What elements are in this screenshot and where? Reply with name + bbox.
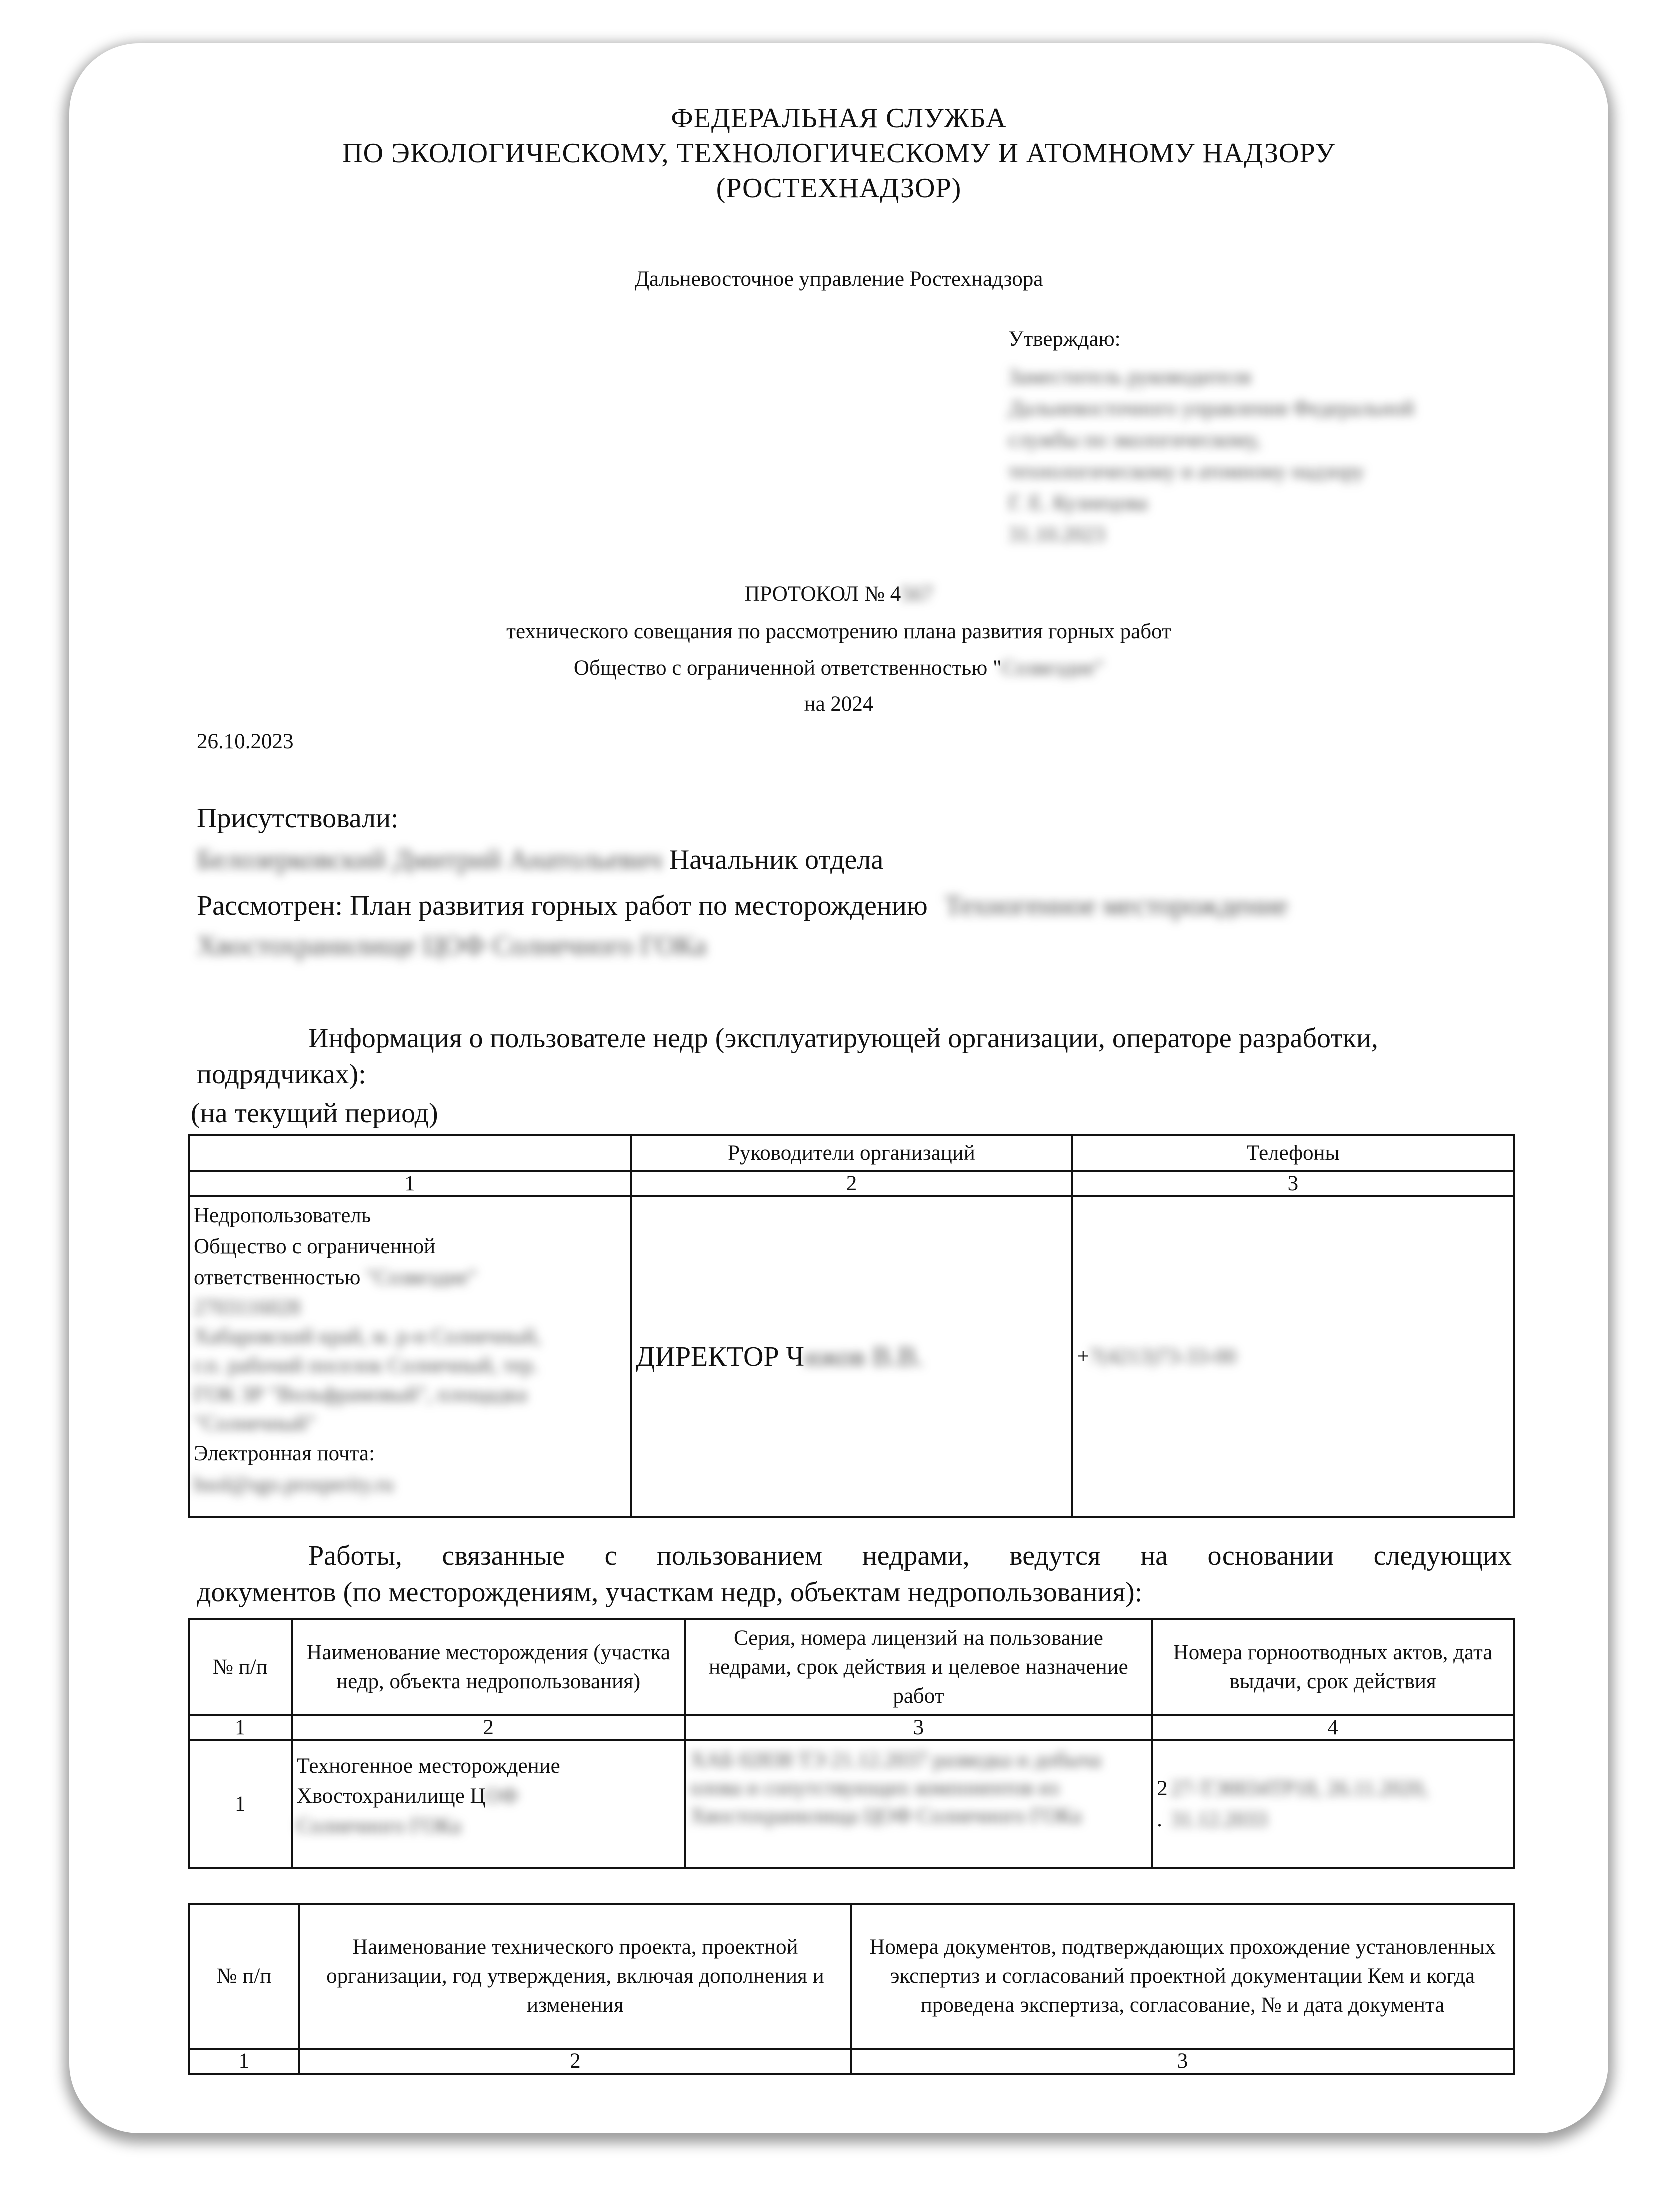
table3-header-num: № п/п: [189, 1904, 299, 2049]
subsoil-user-line: Общество с ограниченной: [194, 1235, 436, 1258]
info-paragraph: Информация о пользователе недр (эксплуатирующей организации, операторе разработки, подрядчиках):: [197, 1023, 1378, 1090]
deposit-hidden-2: Солнечного ГОКа: [296, 1814, 461, 1838]
table2-num: 4: [1152, 1715, 1514, 1740]
deposit-name-hidden: Техногенное месторождение: [944, 890, 1288, 921]
table2-header-num: № п/п: [189, 1619, 292, 1715]
reviewed-line: Рассмотрен: План развития горных работ по месторождению Техногенное месторождение: [197, 890, 1288, 921]
table1-num: 2: [631, 1171, 1072, 1196]
organization-name-hidden: Созвездие": [1001, 656, 1104, 680]
org-name-hidden: "Созвездие": [366, 1266, 477, 1289]
phone-cell: +7(4213)73-33-00: [1072, 1196, 1514, 1517]
attendee-line: [197, 842, 883, 878]
deposit-name-hidden-2: Хвостохранилище ЦОФ Солнечного ГОКа: [197, 930, 707, 961]
table1-num: 3: [1072, 1171, 1514, 1196]
user-info-table: [188, 1134, 1515, 1518]
approve-line: Заместитель руководителя: [1008, 365, 1251, 389]
table2-num: 2: [292, 1715, 685, 1740]
license-cell-hidden: ХАБ 02838 ТЭ 21.12.2037 разведка и добыча олова и сопутствующих компонентов из Хвостохранилища ЦОФ Солнечного ГОКа: [685, 1740, 1152, 1868]
table1-header-managers: Руководители организаций: [631, 1135, 1072, 1171]
table2-header-acts: Номера горноотводных актов, дата выдачи, срок действия: [1152, 1619, 1514, 1715]
table1-num: 1: [189, 1171, 631, 1196]
table2-header-license: Серия, номера лицензий на пользование недрами, срок действия и целевое назначение работ: [685, 1619, 1152, 1715]
protocol-number-hidden: 567: [901, 582, 933, 606]
subsoil-user-label: Недропользователь: [194, 1204, 371, 1227]
table2-row-num: 1: [189, 1740, 292, 1868]
deposit-line: Техногенное месторождение: [296, 1754, 560, 1778]
deposit-line: Хвостохранилище ЦОФ: [296, 1784, 518, 1808]
protocol-year: на 2024: [804, 692, 874, 716]
protocol-date: 26.10.2023: [197, 730, 294, 753]
approve-block: [1008, 325, 1558, 550]
table3-num: 2: [299, 2049, 851, 2074]
protocol-organization: Общество с ограниченной ответственностью "Созвездие": [573, 656, 1104, 680]
deposit-cell: [292, 1740, 685, 1868]
approve-line: Г. Е. Кузнецова: [1008, 491, 1148, 515]
attendee-name-hidden: Белозерковский Дмитрий Анатольевич: [197, 844, 662, 875]
project-docs-table: [188, 1903, 1515, 2075]
deposit-hidden: ОФ: [485, 1784, 518, 1808]
protocol-number: ПРОТОКОЛ № 4567: [744, 582, 933, 606]
table2-header-deposit: Наименование месторождения (участка недр, объекта недропользования): [292, 1619, 685, 1715]
licenses-table: [188, 1618, 1515, 1869]
approve-line: технологическому и атомному надзору: [1008, 460, 1365, 483]
org-details-hidden: 2703116028 Хабаровский край, м. р-н Солнечный, г.п. рабочий поселок Солнечный, тер. ГОК ЗР "Вольфрамовый", площадка "Солнечный": [194, 1296, 541, 1435]
phone-hidden: 7(4213)73-33-00: [1089, 1345, 1236, 1368]
approve-signatory: [1008, 361, 1558, 550]
director-cell: ДИРЕКТОР Чижов В.В.: [631, 1196, 1072, 1517]
department-name: Дальневосточное управление Ростехнадзора: [634, 267, 1043, 291]
subsoil-user-cell: [189, 1196, 631, 1517]
approve-line: 31.10.2023: [1008, 523, 1105, 546]
agency-title-line3: (РОСТЕХНАДЗОР): [716, 173, 962, 204]
director-name-hidden: ижов В.В.: [804, 1341, 924, 1372]
table3-num: 1: [189, 2049, 299, 2074]
table2-num: 1: [189, 1715, 292, 1740]
agency-title-line2: ПО ЭКОЛОГИЧЕСКОМУ, ТЕХНОЛОГИЧЕСКОМУ И АТОМНОМУ НАДЗОРУ: [342, 138, 1335, 169]
info-period: (на текущий период): [191, 1098, 438, 1129]
table1-header-blank: [189, 1135, 631, 1171]
approve-line: Дальневосточного управления Федеральной: [1008, 397, 1415, 420]
acts-cell: 2 . 27-ТЭ0034ТР18, 26.11.2020, 31.12.2033: [1152, 1740, 1514, 1868]
email-hidden: hsol@sgo.prosperity.ru: [194, 1473, 394, 1496]
subsoil-user-line: ответственностью "Созвездие": [194, 1266, 477, 1289]
email-label: Электронная почта:: [194, 1442, 375, 1465]
protocol-subject: технического совещания по рассмотрению плана развития горных работ: [506, 620, 1171, 643]
approve-label: Утверждаю:: [1008, 327, 1121, 351]
approve-line: службы по экологическому,: [1008, 428, 1261, 452]
works-paragraph-line2: документов (по месторождениям, участкам недр, объектам недропользования):: [197, 1577, 1143, 1608]
works-paragraph-line1: Работы, связанные с пользованием недрами, ведутся на основании следующих: [308, 1540, 1512, 1571]
table2-num: 3: [685, 1715, 1152, 1740]
attendance-label: Присутствовали:: [197, 803, 399, 834]
attendee-role: Начальник отдела: [669, 844, 884, 875]
acts-hidden: 27-ТЭ0034ТР18, 26.11.2020, 31.12.2033: [1170, 1776, 1428, 1831]
agency-title-line1: ФЕДЕРАЛЬНАЯ СЛУЖБА: [671, 103, 1007, 134]
table3-header-project: Наименование технического проекта, проектной организации, год утверждения, включая дополнения и изменения: [299, 1904, 851, 2049]
table3-header-expertise: Номера документов, подтверждающих прохождение установленных экспертиз и согласований проектной документации Кем и когда проведена экспертиза, согласование, № и дата документа: [851, 1904, 1514, 2049]
table1-header-phones: Телефоны: [1072, 1135, 1514, 1171]
table3-num: 3: [851, 2049, 1514, 2074]
